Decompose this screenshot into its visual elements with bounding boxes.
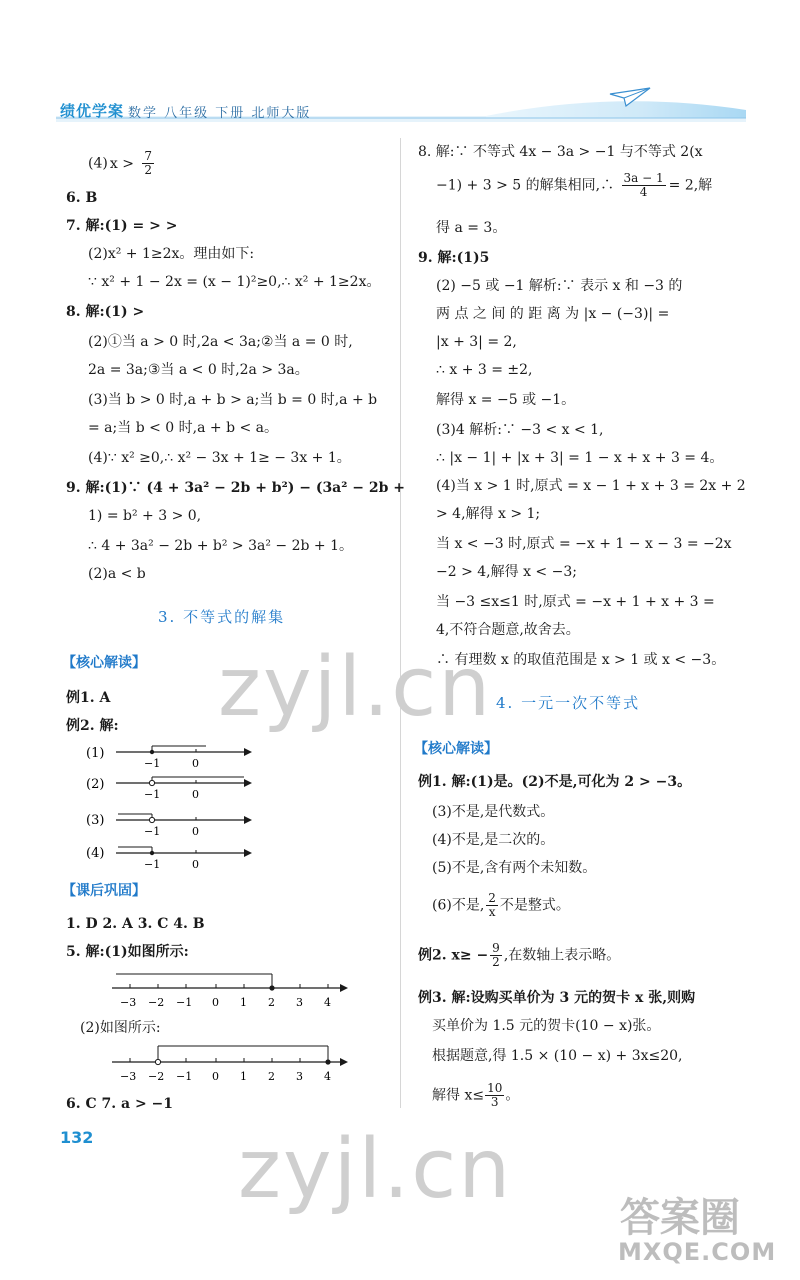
fraction-3a-1-4: $\frac{3a - 1}{4}$ bbox=[623, 171, 664, 199]
number-line-q5-1 bbox=[112, 966, 352, 1010]
tick-m1: −1 bbox=[176, 996, 193, 1009]
right-line-15: −2 > 4,解得 x < −3; bbox=[436, 564, 577, 580]
nl-tick-0-2: 0 bbox=[192, 788, 199, 801]
fraction-10-3: $\frac{10}{3}$ bbox=[487, 1081, 503, 1109]
left-line-8: 2a = 3a;③当 a < 0 时,2a > 3a。 bbox=[88, 362, 309, 378]
paper-plane-icon bbox=[608, 86, 652, 108]
tick-1: 1 bbox=[240, 996, 247, 1009]
right-example-3-d: 解得 x≤ $\frac{10}{3}$ 。 bbox=[432, 1081, 520, 1109]
right-example-1-5: (5)不是,含有两个未知数。 bbox=[432, 860, 597, 876]
tag-core-right: 【核心解读】 bbox=[414, 741, 498, 757]
question-5: 5. 解:(1)如图所示: bbox=[66, 944, 189, 960]
section-title-3: 3. 不等式的解集 bbox=[158, 608, 286, 626]
tick2-1: 1 bbox=[240, 1070, 247, 1083]
right-line-17: 4,不符合题意,故舍去。 bbox=[436, 622, 580, 638]
tick2-m1: −1 bbox=[176, 1070, 193, 1083]
right-example-1-3: (3)不是,是代数式。 bbox=[432, 804, 555, 820]
fraction-7-2: $\frac{7}{2}$ bbox=[144, 149, 153, 177]
example-2-left: 例2. 解: bbox=[66, 718, 119, 734]
left-line-9: (3)当 b > 0 时,a + b > a;当 b = 0 时,a + b bbox=[88, 392, 378, 408]
nl-label-2: (2) bbox=[86, 777, 105, 792]
fraction-2-x: $\frac{2}{x}$ bbox=[488, 891, 496, 919]
example-1-left: 例1. A bbox=[66, 690, 111, 706]
nl-label-3: (3) bbox=[86, 813, 105, 828]
left-line-15: (2)a < b bbox=[88, 566, 146, 582]
right-line-3: 得 a = 3。 bbox=[436, 220, 507, 236]
header-title: 数学 八年级 下册 北师大版 bbox=[128, 106, 312, 121]
watermark-3: 答案圈 bbox=[620, 1195, 740, 1241]
right-example-1: 例1. 解:(1)是。(2)不是,可化为 2 > −3。 bbox=[418, 774, 692, 790]
page-number: 132 bbox=[60, 1128, 94, 1147]
nl-tick-m1-1: −1 bbox=[144, 757, 161, 770]
right-line-13: > 4,解得 x > 1; bbox=[436, 506, 541, 522]
right-example-1-6: (6)不是, $\frac{2}{x}$ 不是整式。 bbox=[432, 891, 570, 919]
watermark-4: MXQE.COM bbox=[618, 1238, 777, 1266]
tag-after-class: 【课后巩固】 bbox=[62, 883, 146, 899]
right-example-3: 例3. 解:设购买单价为 3 元的贺卡 x 张,则购 bbox=[418, 990, 696, 1006]
right-example-2: 例2. x≥ − $\frac{9}{2}$ ,在数轴上表示略。 bbox=[418, 941, 621, 969]
answers-6-7: 6. C 7. a > −1 bbox=[66, 1096, 174, 1112]
tick-0: 0 bbox=[212, 996, 219, 1009]
left-line-14: ∴ 4 + 3a² − 2b + b² > 3a² − 2b + 1。 bbox=[88, 538, 354, 554]
nl-tick-m1-2: −1 bbox=[144, 788, 161, 801]
right-example-1-4: (4)不是,是二次的。 bbox=[432, 832, 555, 848]
number-line-q5-2 bbox=[112, 1040, 352, 1084]
tick-m3: −3 bbox=[120, 996, 137, 1009]
column-divider bbox=[400, 138, 401, 1108]
right-example-3-b: 买单价为 1.5 元的贺卡(10 − x)张。 bbox=[432, 1018, 661, 1034]
nl-tick-0-3: 0 bbox=[192, 825, 199, 838]
left-line-5: ∵ x² + 1 − 2x = (x − 1)²≥0,∴ x² + 1≥2x。 bbox=[88, 274, 381, 290]
question-5-part-2: (2)如图所示: bbox=[80, 1020, 161, 1036]
answers-1-4: 1. D 2. A 3. C 4. B bbox=[66, 916, 205, 932]
fraction-9-2: $\frac{9}{2}$ bbox=[492, 941, 500, 969]
right-line-10: (3)4 解析:∵ −3 < x < 1, bbox=[436, 422, 604, 438]
nl-tick-0-4: 0 bbox=[192, 858, 199, 870]
nl-label-4: (4) bbox=[86, 846, 105, 861]
tick2-0: 0 bbox=[212, 1070, 219, 1083]
left-line-10: = a;当 b < 0 时,a + b < a。 bbox=[88, 420, 279, 436]
left-line-3: 7. 解:(1) = > > bbox=[66, 218, 178, 234]
tick2-2: 2 bbox=[268, 1070, 275, 1083]
right-line-12: (4)当 x > 1 时,原式 = x − 1 + x + 3 = 2x + 2 bbox=[436, 478, 746, 494]
right-line-2: −1) + 3 > 5 的解集相同,∴ $\frac{3a - 1}{4}$ = 2,解 bbox=[436, 171, 713, 199]
right-line-4: 9. 解:(1)5 bbox=[418, 250, 490, 266]
brand-logo: 绩优学案 bbox=[60, 102, 125, 120]
left-line-1: (4) x > $\frac{7}{2}$ bbox=[88, 149, 153, 177]
tick-3: 3 bbox=[296, 996, 303, 1009]
left-line-7: (2)①当 a > 0 时,2a < 3a;②当 a = 0 时, bbox=[88, 334, 353, 350]
left-line-12: 9. 解:(1)∵ (4 + 3a² − 2b + b²) − (3a² − 2b + bbox=[66, 480, 406, 496]
watermark-1: zyjl.cn bbox=[218, 640, 493, 735]
right-line-18: ∴ 有理数 x 的取值范围是 x > 1 或 x < −3。 bbox=[436, 652, 726, 668]
watermark-2: zyjl.cn bbox=[238, 1122, 513, 1217]
left-line-2: 6. B bbox=[66, 190, 98, 206]
section-title-4: 4. 一元一次不等式 bbox=[496, 694, 641, 712]
right-example-3-c: 根据题意,得 1.5 × (10 − x) + 3x≤20, bbox=[432, 1048, 683, 1064]
tick2-m3: −3 bbox=[120, 1070, 137, 1083]
right-line-8: ∴ x + 3 = ±2, bbox=[436, 362, 533, 378]
left-line-6: 8. 解:(1) > bbox=[66, 304, 145, 320]
tick2-3: 3 bbox=[296, 1070, 303, 1083]
number-lines-example-2 bbox=[84, 740, 254, 870]
nl-tick-0-1: 0 bbox=[192, 757, 199, 770]
tag-core-left: 【核心解读】 bbox=[62, 655, 146, 671]
nl-label-1: (1) bbox=[86, 746, 105, 761]
tick-4: 4 bbox=[324, 996, 331, 1009]
right-line-6: 两 点 之 间 的 距 离 为 |x − (−3)| = bbox=[436, 306, 670, 322]
left-line-13: 1) = b² + 3 > 0, bbox=[88, 508, 202, 524]
right-line-16: 当 −3 ≤x≤1 时,原式 = −x + 1 + x + 3 = bbox=[436, 594, 715, 610]
left-line-4: (2)x² + 1≥2x。理由如下: bbox=[88, 246, 255, 262]
right-line-7: |x + 3| = 2, bbox=[436, 334, 517, 350]
right-line-9: 解得 x = −5 或 −1。 bbox=[436, 392, 576, 408]
nl-tick-m1-3: −1 bbox=[144, 825, 161, 838]
tick-2: 2 bbox=[268, 996, 275, 1009]
nl-tick-m1-4: −1 bbox=[144, 858, 161, 870]
right-line-14: 当 x < −3 时,原式 = −x + 1 − x − 3 = −2x bbox=[436, 536, 732, 552]
right-line-5: (2) −5 或 −1 解析:∵ 表示 x 和 −3 的 bbox=[436, 278, 683, 294]
tick2-4: 4 bbox=[324, 1070, 331, 1083]
tick2-m2: −2 bbox=[148, 1070, 165, 1083]
right-line-1: 8. 解:∵ 不等式 4x − 3a > −1 与不等式 2(x bbox=[418, 144, 703, 160]
left-line-11: (4)∵ x² ≥0,∴ x² − 3x + 1≥ − 3x + 1。 bbox=[88, 450, 351, 466]
right-line-11: ∴ |x − 1| + |x + 3| = 1 − x + x + 3 = 4。 bbox=[436, 450, 724, 466]
tick-m2: −2 bbox=[148, 996, 165, 1009]
